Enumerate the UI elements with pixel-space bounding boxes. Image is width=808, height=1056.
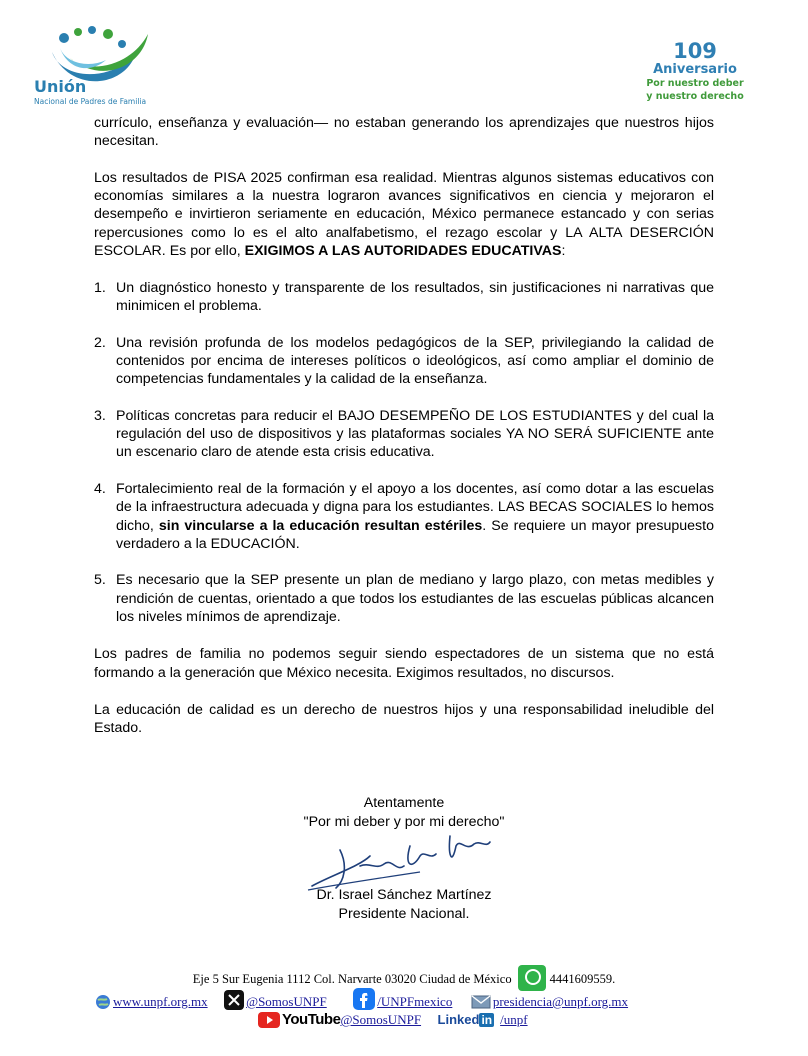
youtube-icon (258, 1012, 280, 1028)
facebook-icon (353, 988, 375, 1010)
anniversary-word: Aniversario (653, 62, 737, 77)
list-item-text: Es necesario que la SEP presente un plan de mediano y largo plazo, con metas medibles y rendición de cuentas, orientado a que todos los estudiantes de las escuelas públicas alcancen los niveles mínimos de aprendizaje. (116, 572, 714, 626)
signatory-name: Dr. Israel Sánchez Martínez (316, 887, 492, 903)
anniversary-motto-line2: y nuestro derecho (646, 91, 744, 102)
list-item-bold: sin vincularse a la educación resultan estériles (158, 517, 483, 534)
youtube-handle-link[interactable]: @SomosUNPF (340, 1012, 422, 1027)
logo-subtitle: Nacional de Padres de Familia (34, 97, 147, 106)
x-icon (224, 990, 244, 1010)
paragraph-pisa-text: Los resultados de PISA 2025 confirman esa realidad. Mientras algunos sistemas educativos con economías similares a la nuestra lograron avances significativos en ciencia y mejoraron el desempeño e invirtieron seriamente en educación, México permanece estancado y con serias repercusiones como lo es el alto analfabetismo, el rezago escolar y LA ALTA DESERCIÓN ESCOLAR. Es por ello, (94, 169, 714, 260)
linkedin-link[interactable]: /unpf (500, 1012, 528, 1027)
youtube-wordmark: YouTube (282, 1011, 341, 1028)
list-item (94, 279, 714, 316)
list-item-text: Una revisión profunda de los modelos pedagógicos de la SEP, privilegiando la calidad de contenidos por encima de intereses políticos o ideológicos, así como ampliar el dominio de competencias fundamentales y la calidad de la enseñanza. (116, 334, 714, 388)
anniversary-number: 109 (673, 39, 717, 63)
paragraph-intro: currículo, enseñanza y evaluación— no estaban generando los aprendizajes que nuestros hijos necesitan. (94, 115, 714, 150)
list-item-number: 2. (94, 334, 106, 351)
paragraph-parents: Los padres de familia no podemos seguir siendo espectadores de un sistema que no está formando a la generación que México necesita. Exigimos resultados, no discursos. (94, 645, 714, 681)
signatory-title: Presidente Nacional. (338, 906, 470, 922)
linkedin-wordmark: Linked (437, 1012, 480, 1027)
list-item-text: Fortalecimiento real de la formación y el apoyo a los docentes, así como dotar a las escuelas de la infraestructura adecuada y digna para los estudiantes. LAS BECAS SOCIALES lo hemos dicho, (116, 480, 714, 534)
paragraph-pisa (94, 169, 714, 260)
footer-links-row2 (258, 1011, 528, 1028)
letter-body (94, 114, 714, 756)
paragraph-closing: La educación de calidad es un derecho de nuestros hijos y una responsabilidad ineludible del Estado. (94, 701, 714, 737)
linkedin-icon: in (481, 1013, 493, 1027)
globe-icon (95, 994, 111, 1010)
list-item (94, 571, 714, 626)
footer-phone: 4441609559. (549, 972, 616, 986)
anniversary-badge (640, 40, 750, 103)
footer-address: Eje 5 Sur Eugenia 1112 Col. Narvarte 03020 Ciudad de México (192, 972, 512, 986)
email-link[interactable]: presidencia@unpf.org.mx (492, 994, 629, 1009)
list-item (94, 407, 714, 462)
list-item (94, 480, 714, 553)
facebook-link[interactable]: /UNPFmexico (377, 994, 453, 1009)
list-item-number: 5. (94, 572, 106, 589)
website-link[interactable]: www.unpf.org.mx (113, 994, 208, 1009)
list-item-text: Un diagnóstico honesto y transparente de los resultados, sin justificaciones ni narrativas que minimicen el problema. (116, 279, 714, 314)
list-item-number: 4. (94, 480, 106, 497)
list-item-end: . Se requiere un mayor presupuesto verdadero a la EDUCACIÓN. (116, 517, 714, 552)
anniversary-motto-line1: Por nuestro deber (646, 78, 744, 89)
paragraph-pisa-end: : (561, 243, 566, 260)
list-item-number: 3. (94, 407, 106, 424)
list-item-number: 1. (94, 279, 106, 296)
closing-motto: "Por mi deber y por mi derecho" (303, 814, 505, 830)
footer-links-row1 (95, 988, 715, 1010)
list-item (94, 334, 714, 389)
list-item-text: Políticas concretas para reducir el BAJO DESEMPEÑO DE LOS ESTUDIANTES y del cual la regulación del uso de dispositivos y las plataformas sociales YA NO SERÁ SUFICIENTE ante un escenario claro de atende esta crisis educativa. (116, 407, 714, 461)
x-handle-link[interactable]: @SomosUNPF (246, 994, 327, 1009)
mail-icon (471, 994, 491, 1010)
logo-name: Unión (34, 77, 87, 96)
paragraph-pisa-bold: EXIGIMOS A LAS AUTORIDADES EDUCATIVAS (244, 243, 562, 260)
closing-salutation: Atentamente (363, 795, 445, 811)
demands-list (94, 279, 714, 627)
